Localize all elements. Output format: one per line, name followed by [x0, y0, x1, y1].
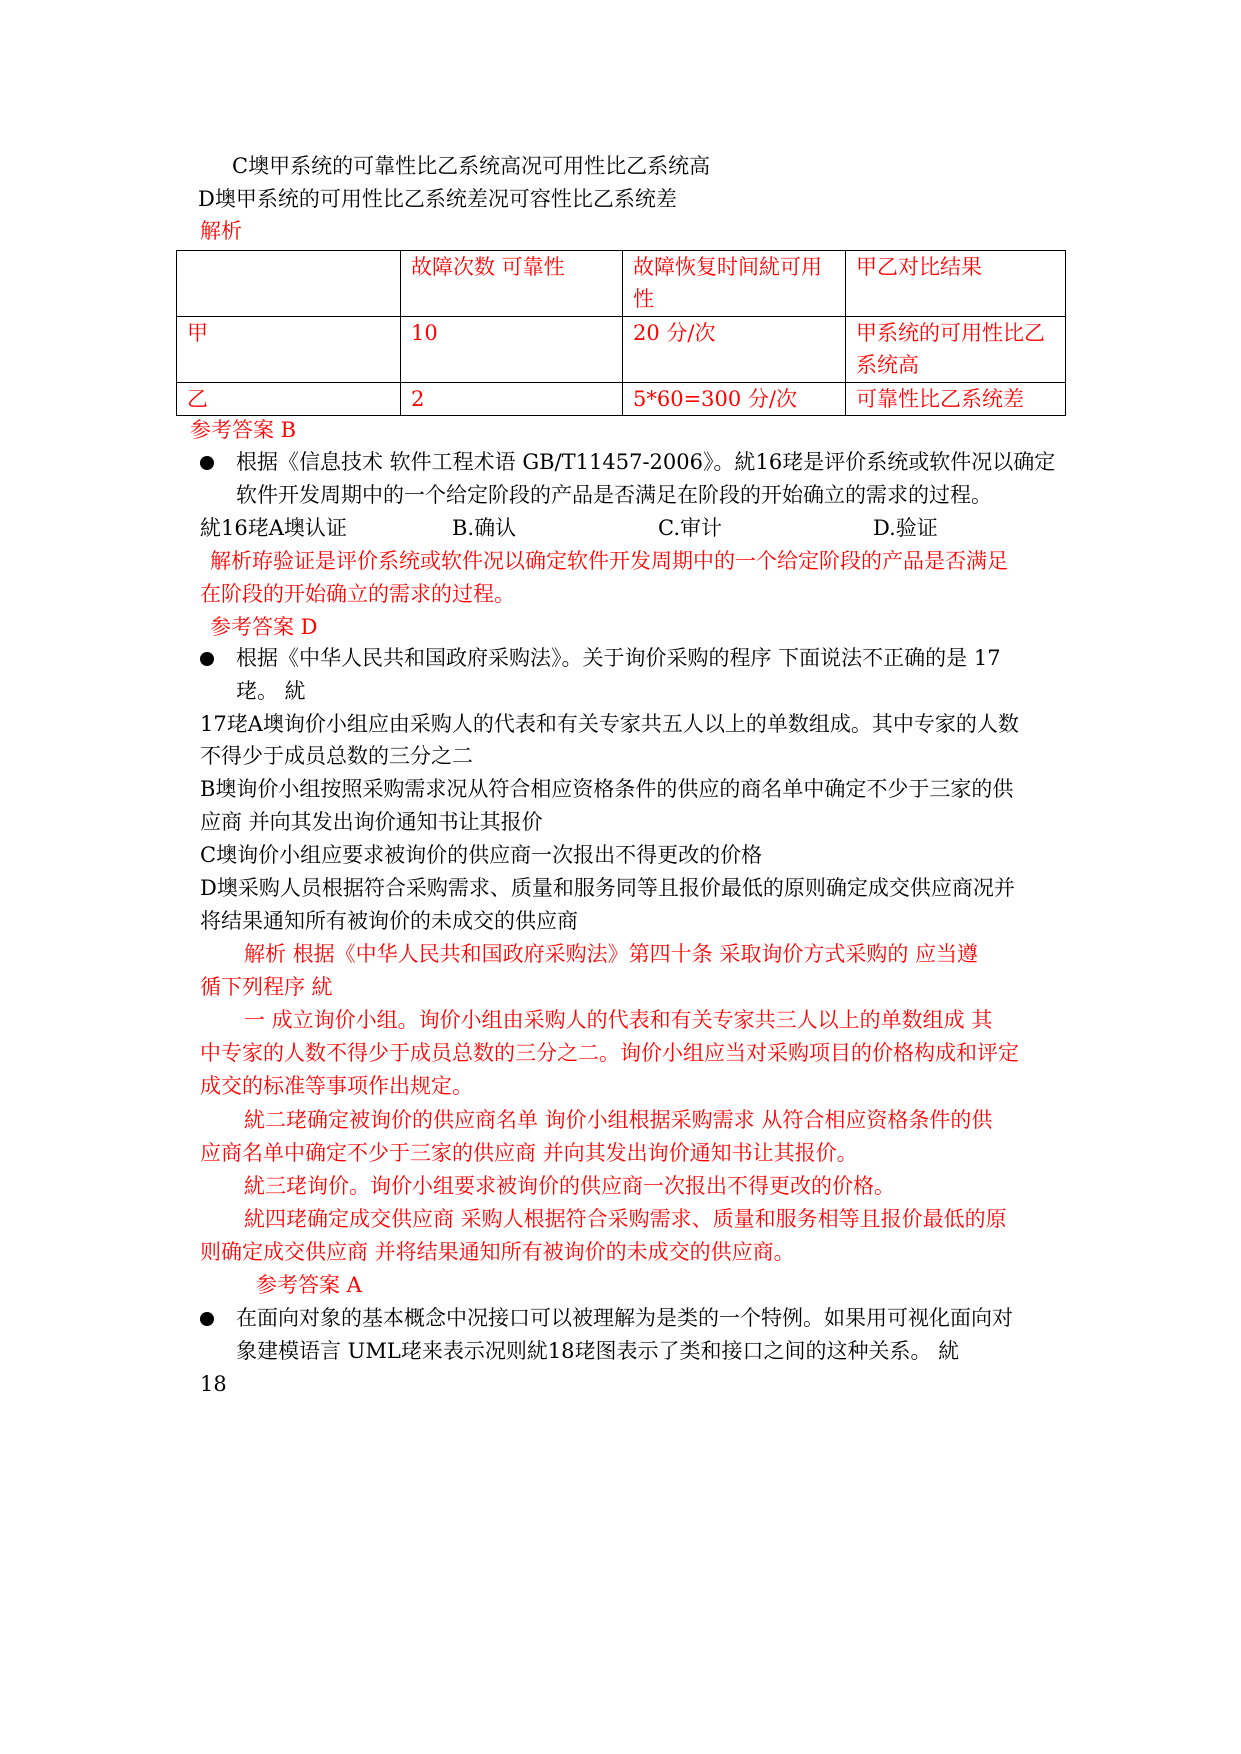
- analysis-text: 解析珔验证是评价系统或软件况以确定软件开发周期中的一个给定阶段的产品是否满足: [210, 549, 1008, 573]
- option-b: B.确认: [452, 516, 517, 540]
- table-header-cell: 甲乙对比结果: [846, 251, 1066, 317]
- analysis-text: 中专家的人数不得少于成员总数的三分之二。询价小组应当对采购项目的价格构成和评定: [200, 1041, 1019, 1065]
- table-cell: 乙: [177, 383, 401, 416]
- table-cell: 可靠性比乙系统差: [846, 383, 1066, 416]
- question-text: 18: [200, 1372, 227, 1396]
- analysis-text: 在阶段的开始确立的需求的过程。: [200, 582, 515, 606]
- table-cell: 甲系统的可用性比乙系统高: [846, 317, 1066, 383]
- question-text: 根据《中华人民共和国政府采购法》。关于询价采购的程序 下面说法不正确的是 17: [236, 646, 1001, 670]
- analysis-label: 解析: [200, 219, 242, 243]
- question-text: 根据《信息技术 软件工程术语 GB/T11457-2006》。紌16珯是评价系统或软件况以确定: [236, 450, 1056, 474]
- question-text: 象建模语言 UML珯来表示况则紌18珯图表示了类和接口之间的这种关系。 紌: [236, 1339, 960, 1363]
- answer-line: 参考答案 D: [210, 615, 318, 639]
- option-c: C墺甲系统的可靠性比乙系统高况可用性比乙系统高: [232, 154, 711, 178]
- analysis-text: 解析 根据《中华人民共和国政府采购法》第四十条 采取询价方式采购的 应当遵: [244, 942, 979, 966]
- table-cell: 5*60=300 分/次: [623, 383, 846, 416]
- question-text: 珯。 紌: [236, 679, 306, 703]
- analysis-text: 成交的标准等事项作出规定。: [200, 1074, 473, 1098]
- table-header-row: [177, 251, 1066, 317]
- analysis-text: 紌三珯询价。询价小组要求被询价的供应商一次报出不得更改的价格。: [244, 1174, 895, 1198]
- analysis-text: 紌二珯确定被询价的供应商名单 询价小组根据采购需求 从符合相应资格条件的供: [244, 1108, 993, 1132]
- question-text: 软件开发周期中的一个给定阶段的产品是否满足在阶段的开始确立的需求的过程。: [236, 483, 992, 507]
- bullet-icon: [200, 1312, 214, 1326]
- table-cell: 2: [401, 383, 623, 416]
- option-d: 将结果通知所有被询价的未成交的供应商: [200, 909, 578, 933]
- option-c: C.审计: [658, 516, 722, 540]
- analysis-text: 紌四珯确定成交供应商 采购人根据符合采购需求、质量和服务相等且报价最低的原: [244, 1207, 1007, 1231]
- option-d: D墺采购人员根据符合采购需求、质量和服务同等且报价最低的原则确定成交供应商况并: [200, 876, 1015, 900]
- comparison-table: [176, 250, 1066, 416]
- analysis-text: 循下列程序 紌: [200, 975, 333, 999]
- table-cell: 甲: [177, 317, 401, 383]
- option-a: 不得少于成员总数的三分之二: [200, 744, 473, 768]
- table-cell: 10: [401, 317, 623, 383]
- table-cell: 20 分/次: [623, 317, 846, 383]
- table-row: [177, 317, 1066, 383]
- option-d: D.验证: [873, 516, 938, 540]
- option-c: C墺询价小组应要求被询价的供应商一次报出不得更改的价格: [200, 843, 763, 867]
- table-header-cell: 故障次数 可靠性: [401, 251, 623, 317]
- question-text: 在面向对象的基本概念中况接口可以被理解为是类的一个特例。如果用可视化面向对: [236, 1306, 1013, 1330]
- table-header-cell: 故障恢复时间紌可用性: [623, 251, 846, 317]
- bullet-icon: [200, 652, 214, 666]
- table-header-cell: [177, 251, 401, 317]
- analysis-text: 则确定成交供应商 并将结果通知所有被询价的未成交的供应商。: [200, 1240, 795, 1264]
- analysis-text: 应商名单中确定不少于三家的供应商 并向其发出询价通知书让其报价。: [200, 1141, 858, 1165]
- option-b: 应商 并向其发出询价通知书让其报价: [200, 810, 543, 834]
- answer-line: 参考答案 A: [256, 1273, 362, 1297]
- option-a: 17珯A墺询价小组应由采购人的代表和有关专家共五人以上的单数组成。其中专家的人数: [200, 712, 1019, 736]
- answer-line: 参考答案 B: [190, 418, 297, 442]
- analysis-text: 一 成立询价小组。询价小组由采购人的代表和有关专家共三人以上的单数组成 其: [244, 1008, 993, 1032]
- option-b: B墺询价小组按照采购需求况从符合相应资格条件的供应的商名单中确定不少于三家的供: [200, 777, 1014, 801]
- table-row: [177, 383, 1066, 416]
- bullet-icon: [200, 456, 214, 470]
- option-d: D墺甲系统的可用性比乙系统差况可容性比乙系统差: [198, 187, 677, 211]
- option-a: 紌16珯A墺认证: [200, 516, 347, 540]
